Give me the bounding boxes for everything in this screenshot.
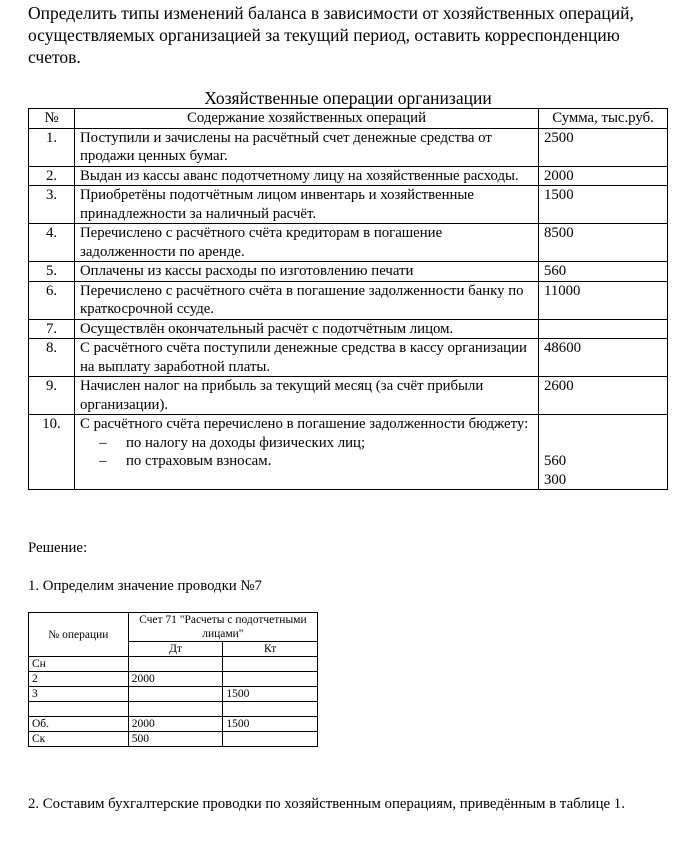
- row-10-subitem-1: [80, 434, 533, 453]
- row-amount: 2600: [539, 377, 668, 415]
- cell: 1500: [223, 687, 318, 702]
- table-row: [29, 415, 668, 490]
- operations-table: [28, 108, 668, 490]
- row-text: Выдан из кассы аванс подотчетному лицу на хозяйственные расходы.: [75, 166, 539, 186]
- step-2-text: 2. Составим бухгалтерские проводки по хозяйственным операциям, приведённым в таблице 1.: [28, 796, 625, 812]
- operations-table-title: Хозяйственные операции организации: [204, 88, 492, 108]
- table-row: [29, 687, 318, 702]
- row-number: 5.: [29, 262, 75, 282]
- row-amount: 2000: [539, 166, 668, 186]
- table-row: [29, 339, 668, 377]
- row-text: Осуществлён окончательный расчёт с подотчётным лицом.: [75, 319, 539, 339]
- cell: Об.: [29, 717, 129, 732]
- operations-table-header: [29, 109, 668, 129]
- header-number: №: [29, 109, 75, 129]
- row-number: 9.: [29, 377, 75, 415]
- row-number: 4.: [29, 224, 75, 262]
- row-text: Перечислено с расчётного счёта кредиторам в погашение задолженности по аренде.: [75, 224, 539, 262]
- row-amount: 560: [539, 262, 668, 282]
- subitem-amount: 300: [544, 471, 567, 488]
- solution-heading: Решение:: [28, 540, 88, 556]
- cell: [128, 702, 223, 717]
- table-row: [29, 732, 318, 747]
- task-statement: Определить типы изменений баланса в зависимости от хозяйственных операций, осуществляемых организацией за текущий период, оставить корреспонденцию счетов.: [28, 3, 634, 67]
- debit-header: Дт: [128, 642, 223, 657]
- row-text: Начислен налог на прибыль за текущий месяц (за счёт прибыли организации).: [75, 377, 539, 415]
- row-amount: 8500: [539, 224, 668, 262]
- row-text: Поступили и зачислены на расчётный счет денежные средства от продажи ценных бумаг.: [75, 128, 539, 166]
- cell: [223, 657, 318, 672]
- row-number: 3.: [29, 186, 75, 224]
- cell: 1500: [223, 717, 318, 732]
- table-row: [29, 281, 668, 319]
- step-1-text: 1. Определим значение проводки №7: [28, 578, 262, 594]
- header-content: Содержание хозяйственных операций: [75, 109, 539, 129]
- row-text: С расчётного счёта поступили денежные средства в кассу организации на выплату заработной платы.: [75, 339, 539, 377]
- subitem-amount: 560: [544, 453, 567, 469]
- subitem-text: по налогу на доходы физических лиц;: [126, 434, 366, 451]
- table-row: [29, 377, 668, 415]
- cell: [223, 672, 318, 687]
- row-text: Оплачены из кассы расходы по изготовлению печати: [75, 262, 539, 282]
- row-amount: 1500: [539, 186, 668, 224]
- account-header: Счет 71 "Расчеты с подотчетными лицами": [128, 613, 317, 642]
- credit-header: Кт: [223, 642, 318, 657]
- row-number: 6.: [29, 281, 75, 319]
- cell: [128, 657, 223, 672]
- account-71-table: [28, 612, 318, 747]
- cell: Ск: [29, 732, 129, 747]
- table-row: [29, 224, 668, 262]
- cell: Сн: [29, 657, 129, 672]
- cell: 3: [29, 687, 129, 702]
- table-row: [29, 262, 668, 282]
- table-row: [29, 319, 668, 339]
- table-row: [29, 717, 318, 732]
- header-amount: Сумма, тыс.руб.: [539, 109, 668, 129]
- subitem-text: по страховым взносам.: [126, 453, 272, 469]
- row-10-text: С расчётного счёта перечислено в погашение задолженности бюджету:: [80, 416, 529, 432]
- row-text: Перечислено с расчётного счёта в погашение задолженности банку по краткосрочной ссуде.: [75, 281, 539, 319]
- cell: 2000: [128, 672, 223, 687]
- row-number: 10.: [29, 415, 75, 490]
- dash-marker: –: [99, 434, 107, 451]
- operation-number-header: № операции: [29, 613, 129, 657]
- row-number: 8.: [29, 339, 75, 377]
- table-row: [29, 672, 318, 687]
- cell: [223, 702, 318, 717]
- cell: [29, 702, 129, 717]
- table-row: [29, 166, 668, 186]
- row-amount: 48600: [539, 339, 668, 377]
- table-row: [29, 186, 668, 224]
- cell: [128, 687, 223, 702]
- row-number: 7.: [29, 319, 75, 339]
- cell: 500: [128, 732, 223, 747]
- cell: 2: [29, 672, 129, 687]
- cell: 2000: [128, 717, 223, 732]
- row-amount: 11000: [539, 281, 668, 319]
- dash-marker: –: [99, 453, 107, 469]
- row-number: 2.: [29, 166, 75, 186]
- row-text: Приобретёны подотчётным лицом инвентарь и хозяйственные принадлежности за наличный расчёт.: [75, 186, 539, 224]
- table-row: [29, 657, 318, 672]
- row-text: [75, 415, 539, 490]
- cell: [223, 732, 318, 747]
- table-row: [29, 128, 668, 166]
- table-row: [29, 702, 318, 717]
- row-amount: [539, 415, 668, 490]
- row-number: 1.: [29, 128, 75, 166]
- row-amount: [539, 319, 668, 339]
- row-10-subitem-2: [80, 452, 533, 471]
- row-amount: 2500: [539, 128, 668, 166]
